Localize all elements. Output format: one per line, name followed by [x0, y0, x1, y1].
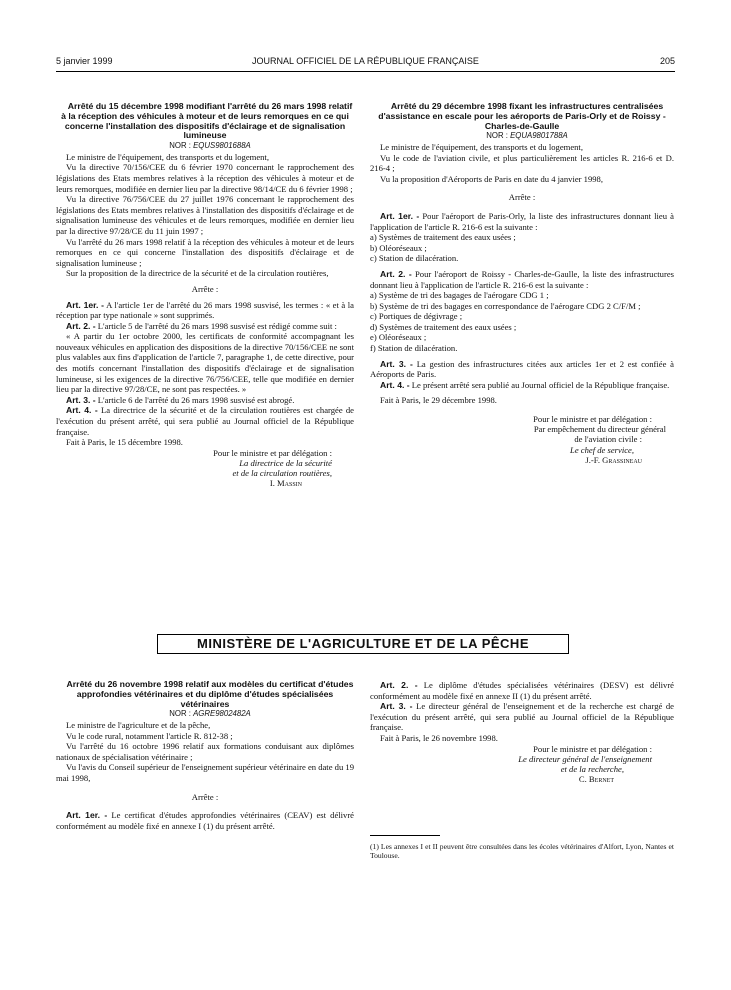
header-page-number: 205: [659, 56, 675, 66]
signature-block: Pour le ministre et par délégation : Le directeur général de l'enseignement et de la recherche, C. Bernet: [370, 744, 674, 785]
nor-reference: NOR : AGRE9802482A: [169, 709, 251, 719]
header-journal-title: JOURNAL OFFICIEL DE LA RÉPUBLIQUE FRANÇAISE: [252, 56, 479, 66]
list-item: b) Oléoréseaux ;: [370, 242, 427, 253]
article-quote: « A partir du 1er octobre 2000, les certificats de conformité accompagnant les nouveaux véhicules en application des dispositions de la directive 70/156/CEE ne sont plus valables aux fins d'application de l'article 7, paragraphe 1, de cette directive, pour des motifs concernant l'installation des dispositifs d'éclairage et de signalisation lumineuse, si les exigences de la directive 76/756/CEE, telle que modifiée en dernier lieu par la directive 97/28/CE, ne sont pas respectées. »: [56, 331, 354, 395]
article: Art. 1er. - Pour l'aéroport de Paris-Orly, la liste des infrastructures donnant lieu à l'application de l'article R. 216-6 est la suivante :: [370, 210, 674, 232]
header-date: 5 janvier 1999: [56, 56, 113, 66]
article: Art. 2. - Pour l'aéroport de Roissy - Charles-de-Gaulle, la liste des infrastructures donnant lieu à l'application de l'article R. 216-6 est la suivante :: [370, 268, 674, 290]
paragraph: Vu l'avis du Conseil supérieur de l'enseignement supérieur vétérinaire en date du 19 mai 1998,: [56, 762, 354, 783]
paragraph: Le ministre de l'équipement, des transports et du logement,: [380, 141, 583, 152]
done-at: Fait à Paris, le 29 décembre 1998.: [380, 395, 497, 406]
article: Art. 3. - Le directeur général de l'enseignement et de la recherche est chargé de l'exécution du présent arrêté, qui sera publié au Journal officiel de la République française.: [370, 701, 674, 733]
decree-airport-infrastructure: [370, 102, 674, 465]
paragraph: Vu la directive 70/156/CEE du 6 février 1970 concernant le rapprochement des législations des Etats membres relatives à la réception des véhicules à moteur et de leurs remorques, modifiée en dernier lieu par la directive 98/14/CE du 6 février 1998 ;: [56, 162, 354, 194]
paragraph: Le ministre de l'agriculture et de la pêche,: [66, 719, 211, 730]
list-item: b) Système de tri des bagages en correspondance de l'aérogare CDG 2 C/F/M ;: [370, 300, 641, 311]
article: Art. 3. - L'article 6 de l'arrêté du 26 mars 1998 susvisé est abrogé.: [66, 394, 295, 405]
article: Art. 2. - Le diplôme d'études spécialisées vétérinaires (DESV) est délivré conformément au modèle fixé en annexe II (1) du présent arrêté.: [370, 680, 674, 701]
list-item: f) Station de dilacération.: [370, 343, 458, 354]
nor-reference: NOR : EQUS9801688A: [169, 141, 251, 151]
paragraph: Vu l'arrêté du 26 mars 1998 relatif à la réception des véhicules à moteur et de leurs remorques en ce qui concerne l'installation des dispositifs d'éclairage et de signalisation lumineuse ;: [56, 236, 354, 268]
paragraph: Vu le code rural, notamment l'article R. 812-38 ;: [66, 730, 233, 741]
article: Art. 3. - La gestion des infrastructures citées aux articles 1er et 2 est confiée à Aéroports de Paris.: [370, 358, 674, 380]
decree-veterinary-diplomas: [56, 680, 354, 831]
signature-block: Pour le ministre et par délégation : Par empêchement du directeur général de l'aviation civile : Le chef de service, J.-F. Grassineau: [370, 414, 674, 465]
ministry-banner: MINISTÈRE DE L'AGRICULTURE ET DE LA PÊCHE: [157, 634, 569, 654]
signatory-name: J.-F. Grassineau: [585, 454, 642, 465]
header-rule: [56, 71, 675, 72]
decree-vehicle-lighting: [56, 102, 354, 489]
footnote-rule: [370, 835, 440, 836]
arrete-heading: Arrête :: [191, 283, 219, 294]
article: Art. 4. - Le présent arrêté sera publié au Journal officiel de la République française.: [380, 379, 670, 390]
signature-block: Pour le ministre et par délégation : La directrice de la sécurité et de la circulation routières, I. Massin: [56, 448, 354, 489]
list-item: c) Station de dilacération.: [370, 253, 459, 264]
signatory-name: I. Massin: [269, 478, 302, 489]
paragraph: Le ministre de l'équipement, des transports et du logement,: [66, 151, 269, 162]
decree-veterinary-continuation: [370, 680, 674, 784]
list-item: a) Systèmes de traitement des eaux usées ;: [370, 232, 516, 243]
list-item: e) Oléoréseaux ;: [370, 332, 427, 343]
decree-title: Arrêté du 26 novembre 1998 relatif aux modèles du certificat d'études approfondies vétérinaires et du diplôme d'études spécialisées vétérinaires: [66, 679, 354, 709]
decree-title: Arrêté du 15 décembre 1998 modifiant l'arrêté du 26 mars 1998 relatif à la réception des véhicules à moteur et de leurs remorques en ce qui concerne l'installation des dispositifs d'éclairage et de signalisation lumineuse: [61, 101, 353, 141]
arrete-heading: Arrête :: [508, 192, 536, 203]
article: Art. 2. - L'article 5 de l'arrêté du 26 mars 1998 susvisé est rédigé comme suit :: [66, 320, 337, 331]
article: Art. 1er. - Le certificat d'études approfondies vétérinaires (CEAV) est délivré conformément au modèle fixé en annexe I (1) du présent arrêté.: [56, 810, 355, 831]
paragraph: Vu la proposition d'Aéroports de Paris en date du 4 janvier 1998,: [380, 173, 603, 184]
signatory-name: C. Bernet: [578, 774, 614, 785]
paragraph: Vu la directive 76/756/CEE du 27 juillet 1976 concernant le rapprochement des législations des Etats membres relatives à l'installation des dispositifs d'éclairage et de signalisation lumineuse des véhicules et de leurs remorques, modifiée en dernier lieu par la directive 97/28/CE du 11 juin 1997 ;: [56, 194, 354, 236]
done-at: Fait à Paris, le 15 décembre 1998.: [66, 437, 183, 448]
article: Art. 1er. - A l'article 1er de l'arrêté du 26 mars 1998 susvisé, les termes : « et à la réception par type nationale » sont supprimés.: [56, 299, 354, 321]
list-item: c) Portiques de dégivrage ;: [370, 311, 463, 322]
article: Art. 4. - La directrice de la sécurité et de la circulation routières est chargée de l'exécution du présent arrêté, qui sera publié au Journal officiel de la République française.: [56, 405, 354, 437]
decree-title: Arrêté du 29 décembre 1998 fixant les infrastructures centralisées d'assistance en escale pour les aéroports de Paris-Orly et de Roissy - Charles-de-Gaulle: [378, 101, 666, 131]
list-item: a) Système de tri des bagages de l'aérogare CDG 1 ;: [370, 290, 549, 301]
footnote: (1) Les annexes I et II peuvent être consultées dans les écoles vétérinaires d'Alfort, Lyon, Nantes et Toulouse.: [370, 842, 674, 861]
paragraph: Vu le code de l'aviation civile, et plus particulièrement les articles R. 216-6 et D. 216-4 ;: [370, 152, 674, 174]
list-item: d) Systèmes de traitement des eaux usées ;: [370, 321, 517, 332]
arrete-heading: Arrête :: [191, 791, 219, 802]
done-at: Fait à Paris, le 26 novembre 1998.: [380, 732, 498, 743]
paragraph: Sur la proposition de la directrice de la sécurité et de la circulation routières,: [66, 268, 329, 279]
nor-reference: NOR : EQUA9801788A: [486, 131, 568, 141]
paragraph: Vu l'arrêté du 16 octobre 1996 relatif aux formations conduisant aux diplômes nationaux de spécialisation vétérinaire ;: [56, 741, 354, 762]
